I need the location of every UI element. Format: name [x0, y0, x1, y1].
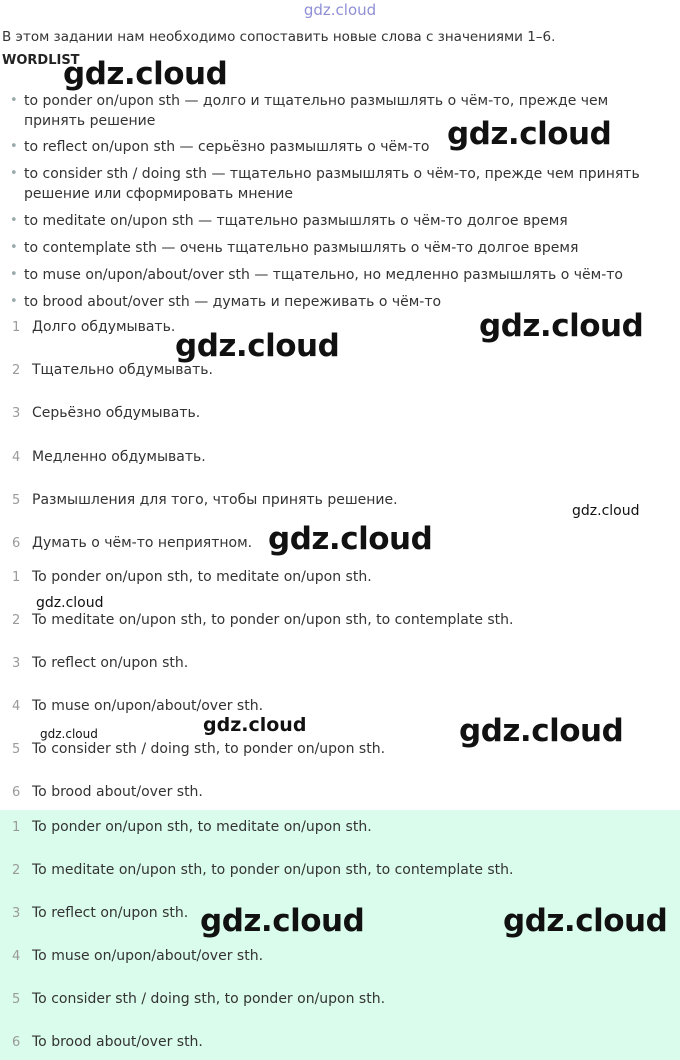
watermark: gdz.cloud [503, 903, 668, 939]
meaning-item: 3 Серьёзно обдумывать. [12, 405, 201, 421]
watermark: gdz.cloud [40, 727, 98, 741]
intro-text: В этом задании нам необходимо сопоставить новые слова с значениями 1–6. [2, 29, 556, 45]
watermark: gdz.cloud [572, 503, 640, 519]
bullet-icon: • [10, 166, 18, 181]
watermark: gdz.cloud [479, 308, 644, 344]
watermark: gdz.cloud [203, 714, 307, 736]
match-item: 3 To reflect on/upon sth. [12, 655, 189, 671]
watermark: gdz.cloud [36, 595, 104, 611]
wordlist-item: • to contemplate sth — очень тщательно размышлять о чём-то долгое время [10, 240, 579, 256]
meaning-item: 6 Думать о чём-то неприятном. [12, 535, 253, 551]
match-item: 5 To consider sth / doing sth, to ponder on/upon sth. [12, 741, 386, 757]
watermark: gdz.cloud [447, 116, 612, 152]
meaning-item: 2 Тщательно обдумывать. [12, 362, 213, 378]
watermark: gdz.cloud [175, 328, 340, 364]
bullet-icon: • [10, 267, 18, 282]
wordlist-item: • to consider sth / doing sth — тщательно размышлять о чём-то, прежде чем принять решение или сформировать мнение [10, 166, 640, 202]
answer-item: 5 To consider sth / doing sth, to ponder on/upon sth. [12, 991, 386, 1007]
match-item: 6 To brood about/over sth. [12, 784, 203, 800]
answer-item: 6 To brood about/over sth. [12, 1034, 203, 1050]
wordlist-item: • to meditate on/upon sth — тщательно размышлять о чём-то долгое время [10, 213, 568, 229]
watermark: gdz.cloud [63, 56, 228, 92]
match-item: 2 To meditate on/upon sth, to ponder on/upon sth, to contemplate sth. [12, 612, 514, 628]
meaning-item: 1 Долго обдумывать. [12, 319, 176, 335]
wordlist-item: • to reflect on/upon sth — серьёзно размышлять о чём-то [10, 139, 430, 155]
meaning-item: 4 Медленно обдумывать. [12, 449, 206, 465]
answer-item: 3 To reflect on/upon sth. [12, 905, 189, 921]
header-watermark: gdz.cloud [303, 1, 377, 19]
answer-item: 1 To ponder on/upon sth, to meditate on/upon sth. [12, 819, 372, 835]
bullet-icon: • [10, 139, 18, 154]
wordlist-heading: WORDLIST [2, 53, 80, 68]
watermark: gdz.cloud [459, 713, 624, 749]
match-item: 1 To ponder on/upon sth, to meditate on/upon sth. [12, 569, 372, 585]
match-item: 4 To muse on/upon/about/over sth. [12, 698, 264, 714]
bullet-icon: • [10, 213, 18, 228]
watermark: gdz.cloud [268, 521, 433, 557]
answer-item: 4 To muse on/upon/about/over sth. [12, 948, 264, 964]
watermark: gdz.cloud [200, 903, 365, 939]
meaning-item: 5 Размышления для того, чтобы принять решение. [12, 492, 398, 508]
answer-item: 2 To meditate on/upon sth, to ponder on/upon sth, to contemplate sth. [12, 862, 514, 878]
bullet-icon: • [10, 294, 18, 309]
wordlist-item: • to muse on/upon/about/over sth — тщательно, но медленно размышлять о чём-то [10, 267, 623, 283]
bullet-icon: • [10, 240, 18, 255]
bullet-icon: • [10, 93, 18, 108]
wordlist-item: • to ponder on/upon sth — долго и тщательно размышлять о чём-то, прежде чем принять решение [10, 93, 609, 129]
wordlist-item: • to brood about/over sth — думать и переживать о чём-то [10, 294, 442, 310]
